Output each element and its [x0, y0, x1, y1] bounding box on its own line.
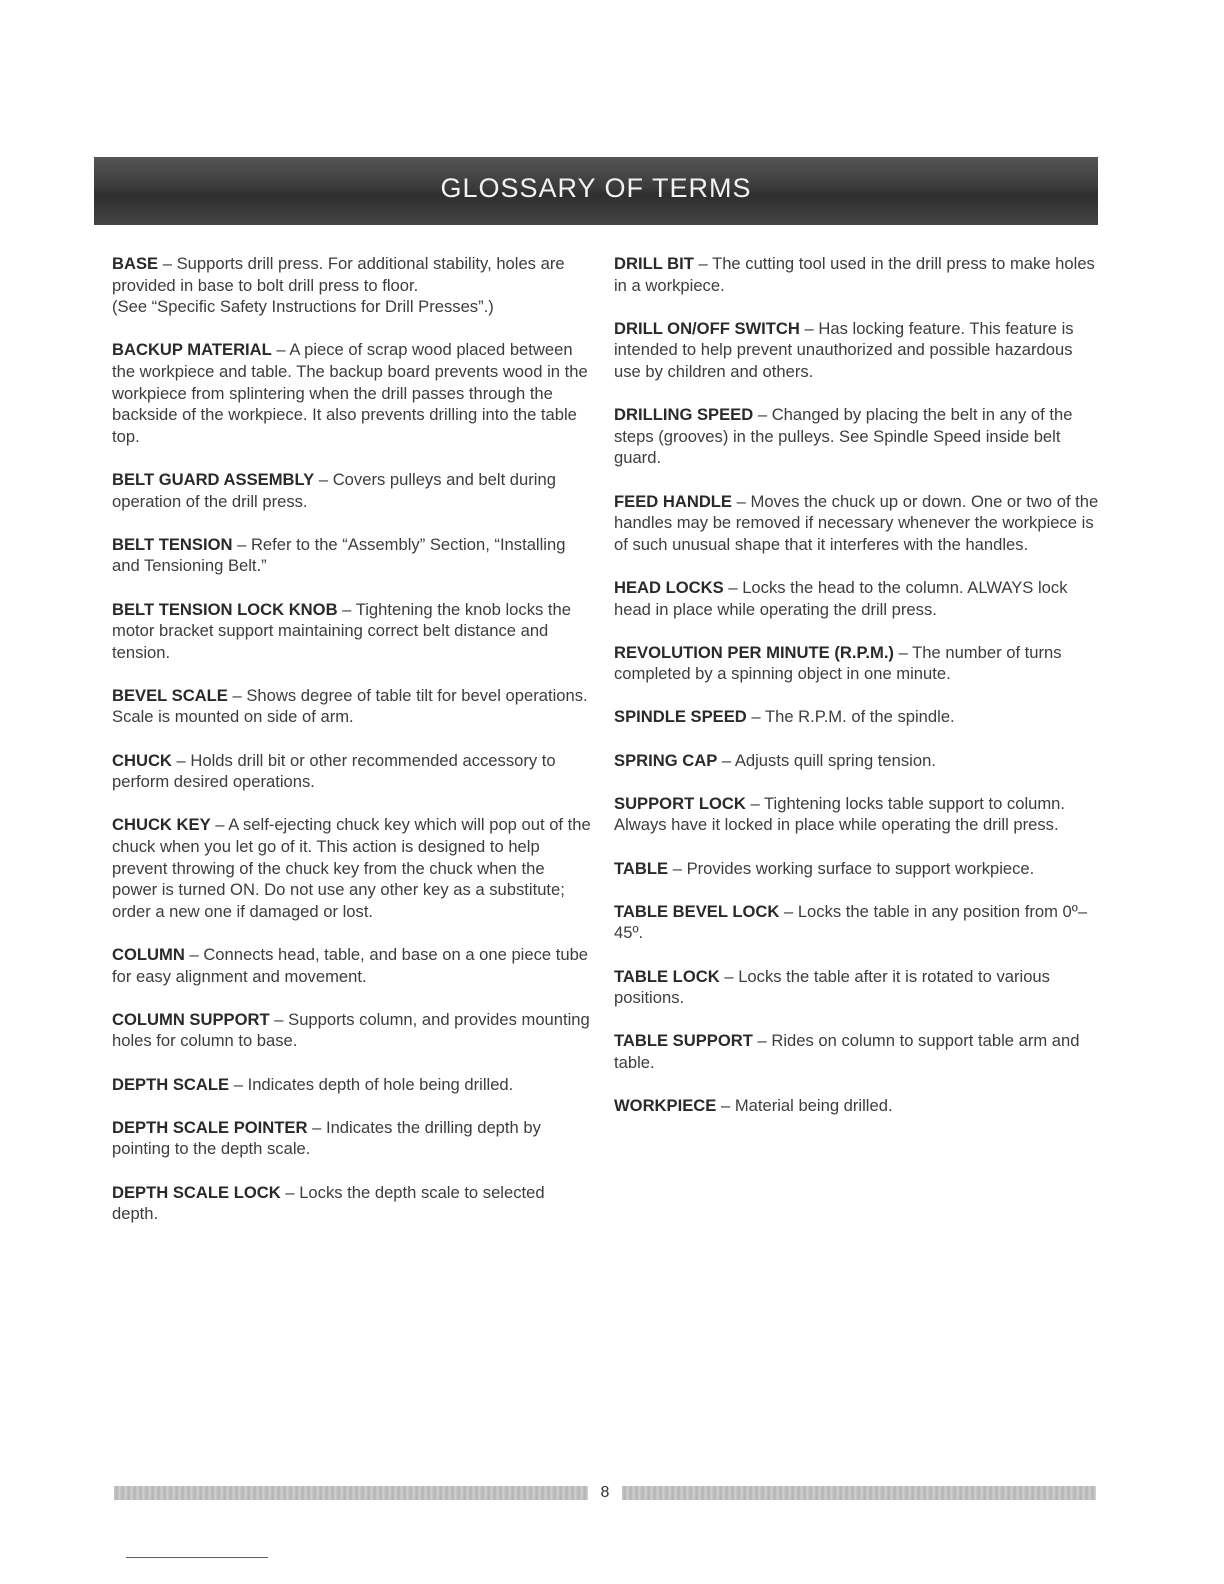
- glossary-term: TABLE: [614, 858, 669, 878]
- glossary-entry: TABLE BEVEL LOCK – Locks the table in any position from 0º– 45º.: [614, 901, 1088, 943]
- glossary-entry: DRILL BIT – The cutting tool used in the drill press to make holes in a workpiece.: [614, 254, 1095, 295]
- glossary-term: DRILL ON/OFF SWITCH: [614, 318, 800, 338]
- glossary-entry: BACKUP MATERIAL – A piece of scrap wood placed between the workpiece and table. The backup board prevents wood in the workpiece from splintering when the drill passes through the backside of the workpiece. It also prevents drilling into the table top.: [112, 340, 588, 446]
- glossary-entry: TABLE SUPPORT – Rides on column to support table arm and table.: [614, 1031, 1080, 1072]
- glossary-entry: SUPPORT LOCK – Tightening locks table support to column. Always have it locked in place while operating the drill press.: [614, 793, 1066, 835]
- glossary-term: DEPTH SCALE: [112, 1074, 230, 1094]
- glossary-definition: Locks the head to the column. ALWAYS lock head in place while operating the drill press.: [614, 577, 1068, 619]
- glossary-entry: TABLE LOCK – Locks the table after it is rotated to various positions.: [614, 966, 1050, 1008]
- glossary-entry: COLUMN – Connects head, table, and base on a one piece tube for easy alignment and movement.: [112, 945, 589, 986]
- glossary-term: BASE: [112, 254, 159, 273]
- glossary-term: SPRING CAP: [614, 750, 718, 770]
- glossary-definition: Connects head, table, and base on a one piece tube for easy alignment and movement.: [112, 945, 589, 986]
- glossary-definition: Rides on column to support table arm and table.: [614, 1031, 1080, 1072]
- glossary-left-column: [112, 253, 594, 1246]
- glossary-term: BELT TENSION LOCK KNOB: [112, 599, 338, 619]
- glossary-entry: BELT TENSION LOCK KNOB – Tightening the knob locks the motor bracket support maintaining correct belt distance and tension.: [112, 599, 571, 662]
- glossary-entry: FEED HANDLE – Moves the chuck up or down. One or two of the handles may be removed if necessary whenever the workpiece is of such unusual shape that it interferes with the handles.: [614, 491, 1099, 554]
- glossary-term: REVOLUTION PER MINUTE (R.P.M.): [614, 642, 894, 662]
- glossary-definition: Material being drilled.: [734, 1096, 893, 1116]
- glossary-definition: Locks the table after it is rotated to various positions.: [614, 966, 1050, 1008]
- bottom-divider: [126, 1557, 268, 1558]
- glossary-term: DRILLING SPEED: [614, 405, 754, 425]
- glossary-term: BELT GUARD ASSEMBLY: [112, 469, 315, 489]
- glossary-entry: TABLE – Provides working surface to support workpiece.: [614, 858, 1035, 878]
- glossary-definition: Supports column, and provides mounting holes for column to base.: [112, 1009, 590, 1051]
- glossary-term: CHUCK KEY: [112, 815, 211, 835]
- glossary-entry: DEPTH SCALE – Indicates depth of hole being drilled.: [112, 1074, 514, 1094]
- header-banner: [94, 157, 1098, 225]
- glossary-entry: BEVEL SCALE – Shows degree of table tilt for bevel operations. Scale is mounted on side of arm.: [112, 685, 588, 727]
- glossary-definition: A self-ejecting chuck key which will pop out of the chuck when you let go of it. This action is designed to help prevent throwing of the chuck key from the chuck when the power is turned ON. Do not use any other key as a substitute; order a new one if damaged or lost.: [112, 815, 591, 921]
- glossary-definition: Covers pulleys and belt during operation of the drill press.: [112, 469, 556, 511]
- glossary-right-column: [614, 253, 1100, 1138]
- glossary-definition: Provides working surface to support workpiece.: [686, 858, 1035, 878]
- glossary-entry: COLUMN SUPPORT – Supports column, and provides mounting holes for column to base.: [112, 1009, 590, 1051]
- glossary-entry: CHUCK – Holds drill bit or other recommended accessory to perform desired operations.: [112, 750, 556, 792]
- glossary-definition: Tightening the knob locks the motor bracket support maintaining correct belt distance and tension.: [112, 599, 571, 662]
- footer-rule-left: [114, 1486, 588, 1500]
- glossary-entry: CHUCK KEY – A self-ejecting chuck key which will pop out of the chuck when you let go of it. This action is designed to help prevent throwing of the chuck key from the chuck when the power is turned ON. Do not use any other key as a substitute; order a new one if damaged or lost.: [112, 815, 591, 921]
- glossary-definition: Supports drill press. For additional stability, holes are provided in base to bolt drill press to floor.: [112, 254, 565, 295]
- glossary-entry: BELT GUARD ASSEMBLY – Covers pulleys and belt during operation of the drill press.: [112, 469, 556, 511]
- glossary-entry: DRILLING SPEED – Changed by placing the belt in any of the steps (grooves) in the pulleys. See Spindle Speed inside belt guard.: [614, 405, 1073, 468]
- glossary-definition: Locks the depth scale to selected depth.: [112, 1182, 545, 1224]
- page-title: GLOSSARY OF TERMS: [440, 172, 752, 203]
- glossary-entry: DEPTH SCALE POINTER – Indicates the drilling depth by pointing to the depth scale.: [112, 1117, 541, 1159]
- glossary-term: TABLE BEVEL LOCK: [614, 901, 780, 921]
- glossary-definition: Refer to the “Assembly” Section, “Installing and Tensioning Belt.”: [112, 534, 566, 576]
- glossary-definition: Moves the chuck up or down. One or two of the handles may be removed if necessary whenever the workpiece is of such unusual shape that it interferes with the handles.: [614, 491, 1099, 554]
- glossary-term: DEPTH SCALE LOCK: [112, 1182, 281, 1202]
- glossary-definition: Adjusts quill spring tension.: [734, 750, 936, 770]
- glossary-term: BELT TENSION: [112, 534, 233, 554]
- glossary-term: HEAD LOCKS: [614, 577, 724, 597]
- glossary-note: (See “Specific Safety Instructions for Drill Presses”.): [112, 297, 494, 317]
- glossary-term: FEED HANDLE: [614, 491, 733, 511]
- glossary-term: WORKPIECE: [614, 1096, 717, 1116]
- glossary-definition: Holds drill bit or other recommended accessory to perform desired operations.: [112, 750, 556, 792]
- glossary-term: SPINDLE SPEED: [614, 707, 747, 727]
- glossary-definition: Tightening locks table support to column. Always have it locked in place while operating the drill press.: [614, 793, 1066, 835]
- glossary-entry: BASE – Supports drill press. For additional stability, holes are provided in base to bolt drill press to floor. (See “Specific Safety Instructions for Drill Presses”.): [112, 254, 565, 317]
- glossary-term: SUPPORT LOCK: [614, 793, 746, 813]
- footer-rule-right: [622, 1486, 1096, 1500]
- glossary-entry: BELT TENSION – Refer to the “Assembly” Section, “Installing and Tensioning Belt.”: [112, 534, 566, 576]
- glossary-term: BACKUP MATERIAL: [112, 340, 272, 360]
- glossary-term: COLUMN: [112, 945, 185, 964]
- glossary-definition: The R.P.M. of the spindle.: [764, 707, 955, 727]
- glossary-definition: The number of turns completed by a spinning object in one minute.: [614, 642, 1062, 684]
- glossary-definition: A piece of scrap wood placed between the workpiece and table. The backup board prevents wood in the workpiece from splintering when the drill passes through the backside of the workpiece. It also prevents drilling into the table top.: [112, 340, 588, 446]
- glossary-term: COLUMN SUPPORT: [112, 1009, 270, 1029]
- glossary-definition: Has locking feature. This feature is intended to help prevent unauthorized and possible hazardous use by children and others.: [614, 318, 1074, 381]
- glossary-entry: SPINDLE SPEED – The R.P.M. of the spindle.: [614, 707, 955, 727]
- glossary-entry: WORKPIECE – Material being drilled.: [614, 1096, 893, 1116]
- glossary-entry: REVOLUTION PER MINUTE (R.P.M.) – The number of turns completed by a spinning object in one minute.: [614, 642, 1062, 684]
- glossary-definition: Locks the table in any position from 0º– 45º.: [614, 901, 1088, 943]
- glossary-term: TABLE LOCK: [614, 966, 720, 986]
- glossary-entry: HEAD LOCKS – Locks the head to the column. ALWAYS lock head in place while operating the drill press.: [614, 577, 1068, 619]
- glossary-entry: DRILL ON/OFF SWITCH – Has locking feature. This feature is intended to help prevent unauthorized and possible hazardous use by children and others.: [614, 318, 1074, 381]
- glossary-definition: Indicates the drilling depth by pointing to the depth scale.: [112, 1117, 541, 1159]
- glossary-definition: Changed by placing the belt in any of the steps (grooves) in the pulleys. See Spindle Speed inside belt guard.: [614, 405, 1073, 468]
- glossary-definition: Shows degree of table tilt for bevel operations. Scale is mounted on side of arm.: [112, 685, 588, 727]
- glossary-term: CHUCK: [112, 750, 172, 770]
- glossary-term: DEPTH SCALE POINTER: [112, 1117, 308, 1137]
- glossary-definition: The cutting tool used in the drill press to make holes in a workpiece.: [614, 254, 1095, 295]
- glossary-term: DRILL BIT: [614, 254, 694, 273]
- glossary-entry: SPRING CAP – Adjusts quill spring tension.: [614, 750, 936, 770]
- glossary-entry: DEPTH SCALE LOCK – Locks the depth scale to selected depth.: [112, 1182, 545, 1224]
- glossary-definition: Indicates depth of hole being drilled.: [247, 1074, 514, 1094]
- page-footer: [114, 1482, 1096, 1504]
- page-number: 8: [600, 1484, 610, 1501]
- glossary-term: BEVEL SCALE: [112, 685, 228, 705]
- glossary-term: TABLE SUPPORT: [614, 1031, 753, 1051]
